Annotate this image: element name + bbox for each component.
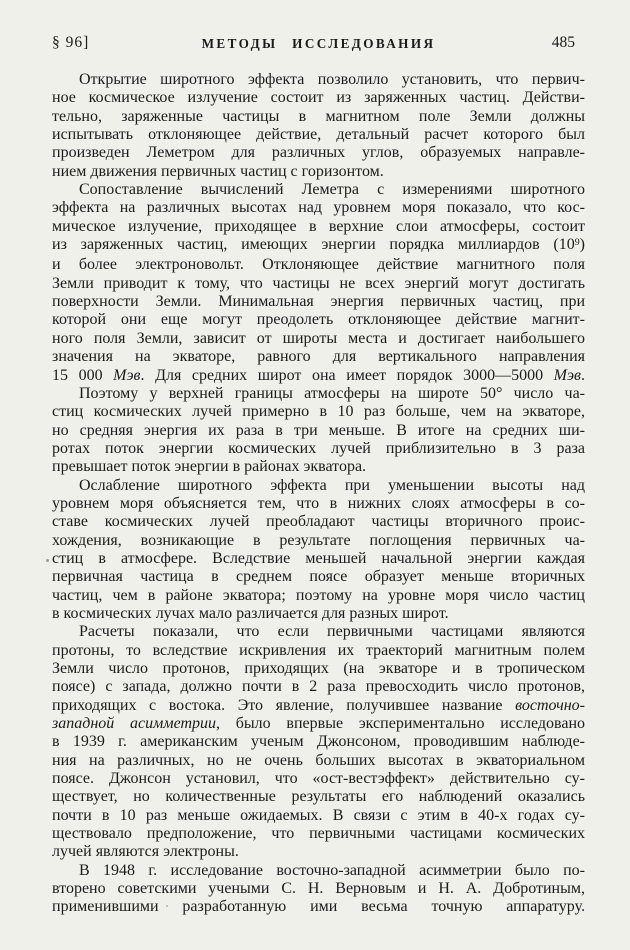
- text-line: нием движения первичных частиц с горизонтом.: [52, 162, 384, 180]
- text-line: превышает поток энергии в районах экватора.: [52, 458, 367, 476]
- running-title: МЕТОДЫ ИССЛЕДОВАНИЯ: [201, 36, 436, 51]
- scan-speck: [166, 905, 168, 907]
- text-line: эффекта на различных высотах над уровнем моря показало, что кос-: [52, 199, 585, 217]
- text-line: ществует, но количественные результаты его наблюдений оказались: [52, 788, 585, 806]
- page-header: [52, 34, 585, 56]
- text-line: протоны, то вследствие искривления их траекторий магнитным полем: [52, 641, 585, 659]
- text-line: первичная частица в среднем поясе образует меньше вторичных: [52, 568, 585, 586]
- text-line: поверхности Земли. Минимальная энергия первичных частиц, при: [52, 293, 585, 311]
- section-mark: § 96]: [52, 34, 90, 51]
- text-line: поясе) с запада, должно почти в 2 раза превосходить число протонов,: [52, 678, 585, 696]
- text-line: мическое излучение, приходящее в верхние слои атмосферы, состоит: [52, 217, 585, 235]
- text-line: 15 000 Мэв. Для средних широт она имеет порядок 3000—5000 Мэв.: [52, 366, 585, 384]
- paragraph: [52, 385, 585, 477]
- text-line: Открытие широтного эффекта позволило установить, что первич-: [79, 71, 585, 88]
- text-line: и более электроновольт. Отклоняющее действие магнитного поля: [52, 256, 585, 274]
- text-line: ния на различных, но не очень больших высотах в экваториальном: [52, 751, 585, 769]
- text-line: Поэтому у верхней границы атмосферы на широте 50° число ча-: [79, 384, 585, 402]
- text-line: В 1948 г. исследование восточно-западной асимметрии было по-: [79, 861, 585, 879]
- text-line: произведен Леметром для различных углов, образуемых направле-: [52, 144, 585, 162]
- text-line: в 1939 г. американским ученым Джонсоном, проводившим наблюде-: [52, 733, 585, 751]
- text-line: западной асимметрии, было впервые экспериментально исследовано: [52, 715, 585, 733]
- text-body: [52, 71, 585, 917]
- italic-run: восточно-: [515, 696, 585, 714]
- paragraph: [52, 623, 585, 861]
- text-line: хождения, возникающие в результате поглощения первичных ча-: [52, 531, 585, 549]
- paragraph: [52, 181, 585, 385]
- paragraph: [52, 477, 585, 624]
- italic-run: Мэв: [113, 366, 141, 384]
- text-line: Земли число протонов, приходящих (на экваторе и в тропическом: [52, 660, 585, 677]
- text-line: тельно, заряженные частицы в магнитном поле Земли должны: [52, 107, 585, 125]
- text-line: ществовало предположение, что первичными частицами космических: [52, 825, 585, 843]
- text-line: ротах поток энергии космических лучей приблизительно в 3 раза: [52, 439, 585, 457]
- text-line: применившими разработанную ими весьма точную аппаратуру.: [52, 898, 585, 916]
- text-line: которой они еще могут преодолеть отклоняющее действие магнит-: [52, 311, 585, 329]
- text-line: уровнем моря объясняется тем, что в нижних слоях атмосферы в со-: [52, 494, 585, 512]
- text-line: приходящих с востока. Это явление, получившее название восточно-: [52, 696, 585, 714]
- text-line: из заряженных частиц, имеющих энергии порядка миллиардов $(10^9)$: [52, 236, 585, 254]
- text-line: значения на экваторе, равного для вертикального направления: [52, 348, 585, 366]
- text-line: Земли приводит к тому, что частицы не всех энергий могут достигать: [52, 274, 585, 292]
- text-line: стиц космических лучей примерно в 10 раз больше, чем на экваторе,: [52, 403, 585, 421]
- paragraph: [52, 862, 585, 917]
- paragraph: [52, 71, 585, 181]
- text-line: Ослабление широтного эффекта при уменьшении высоты над: [79, 476, 585, 494]
- text-line: частиц, чем в районе экватора; поэтому на уровне моря число частиц: [52, 586, 585, 604]
- text-line: ного поля Земли, зависит от широты места и достигает наибольшего: [52, 329, 585, 347]
- text-line: ное космическое излучение состоит из заряженных частиц. Действи-: [52, 89, 585, 107]
- text-line: Сопоставление вычислений Леметра с измерениями широтного: [79, 181, 585, 199]
- superscript-run: 9: [574, 236, 580, 248]
- text-line: поясе. Джонсон установил, что «ост-вестэффект» действительно су-: [52, 770, 585, 788]
- text-line: вторено советскими учеными С. Н. Верновым и Н. А. Добротиным,: [52, 880, 585, 898]
- text-line: испытывать отклоняющее действие, детальный расчет которого был: [52, 126, 585, 144]
- text-line: стиц в атмосфере. Вследствие меньшей начальной энергии каждая: [52, 549, 585, 567]
- text-line: ставе космических лучей преобладают частицы вторичного проис-: [52, 513, 585, 531]
- page-number: 485: [551, 34, 575, 51]
- text-line: в космических лучах мало различается для разных широт.: [52, 604, 449, 622]
- scan-speck: [46, 559, 49, 562]
- text-line: Расчеты показали, что если первичными частицами являются: [79, 623, 585, 641]
- text-line: лучей являются электроны.: [52, 843, 239, 861]
- text-line: но средняя энергия их раза в три меньше. В итоге на средних ши-: [52, 421, 585, 439]
- italic-run: западной асимметрии: [52, 715, 217, 733]
- text-line: почти в 10 раз меньше ожидаемых. В связи с этим в 40-х годах су-: [52, 806, 585, 824]
- italic-run: Мэв: [553, 366, 581, 384]
